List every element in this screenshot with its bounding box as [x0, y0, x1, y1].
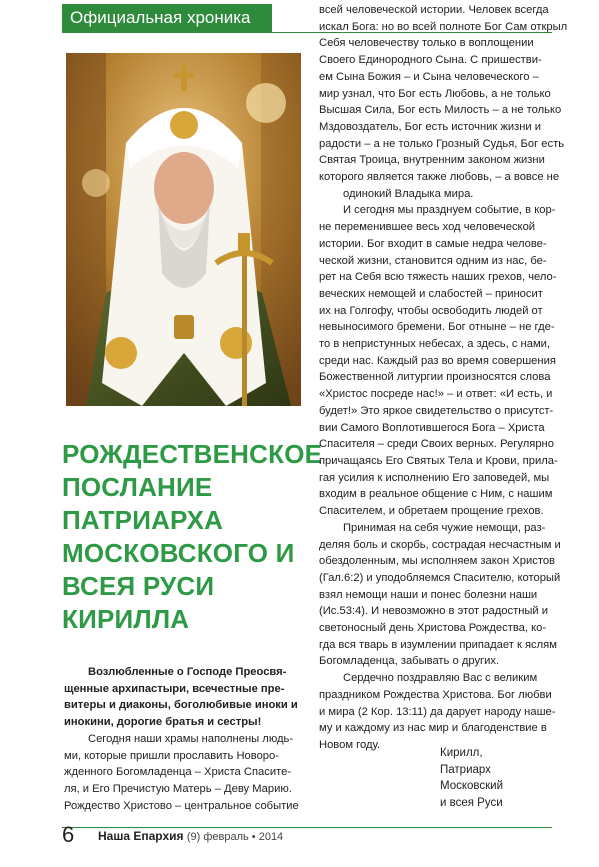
text-line: ми, которые пришли прославить Новоро-	[64, 749, 279, 762]
text-line: Рождество Христово – центральное событие	[64, 799, 299, 812]
text-line: му и каждому из нас мир и благоденствие в	[319, 722, 547, 735]
text-line: инокини, дорогие братья и сестры!	[64, 716, 262, 729]
body-paragraph	[319, 670, 554, 754]
text-line: Своего Единородного Сына. С пришестви-	[319, 54, 542, 67]
text-line: не переменившее весь ход человеческой	[319, 221, 536, 234]
text-line: истории. Бог входит в самые недра челове-	[319, 237, 547, 250]
text-line: мир узнал, что Бог есть Любовь, а не только	[319, 87, 551, 100]
left-column	[64, 664, 308, 814]
text-line: обездоленным, мы исполняем закон Христов	[319, 555, 555, 568]
text-line: Высшая Сила, Бог есть Милость – а не только	[319, 104, 562, 117]
text-line: Себя человечеству только в воплощении	[319, 37, 534, 50]
text-line: то в непристунных небесах, а здесь, с нами,	[319, 338, 551, 351]
text-line: ческой жизни, становится одним из нас, бе-	[319, 254, 547, 267]
body-paragraph	[64, 731, 308, 815]
text-line: Мздовоздатель, Бог есть источник жизни и	[319, 120, 542, 133]
text-line: ля, и Его Пречистую Матерь – Деву Марию.	[64, 782, 292, 795]
magazine-name: Наша Епархия	[98, 829, 184, 843]
text-line: (Гал.6:2) и уподобляемся Спасителю, который	[319, 571, 561, 584]
text-line: ем Сына Божия – и Сына человеческого –	[319, 70, 539, 83]
footer-rule	[62, 827, 552, 828]
text-line: всей человеческой истории. Человек всегда	[319, 4, 549, 16]
text-line: Спасителем, и обретаем прощение грехов.	[319, 505, 544, 518]
text-line: Сегодня наши храмы наполнены людь-	[88, 732, 294, 745]
article-headline	[62, 438, 323, 636]
text-line: витеры и диаконы, боголюбивые иноки и	[64, 699, 298, 712]
text-line: среди нас. Каждый раз во время совершения	[319, 354, 556, 367]
text-line: гая усилия к исполнению Его заповедей, мы	[319, 471, 550, 484]
text-line: деляя боль и скорбь, сострадая несчастным и	[319, 538, 561, 551]
text-line: щенные архипастыри, всечестные пре-	[64, 682, 285, 695]
signature-line: Кирилл,	[440, 747, 483, 759]
text-line: радости – а не только Грозный Судья, Бог есть	[319, 137, 565, 150]
signature-line: и всея Руси	[440, 796, 503, 809]
text-line: Сердечно поздравляю Вас с великим	[343, 672, 538, 685]
text-line: (Ис.53:4). И невозможно в этот радостный и	[319, 605, 549, 618]
body-paragraph	[319, 202, 558, 519]
text-line: будет!» Это яркое свидетельство о присутст-	[319, 404, 554, 417]
text-line: светоносный день Христова Рождества, ко-	[319, 622, 547, 635]
patriarch-photo	[66, 53, 301, 406]
signature-block	[440, 745, 503, 811]
headline-line: ПОСЛАНИЕ	[62, 472, 213, 502]
text-line: Новом году.	[319, 738, 381, 751]
text-line: входим в реальное общение с Ним, с нашим	[319, 488, 553, 501]
text-line: гда вся тварь в изумлении припадает к яслям	[319, 638, 557, 651]
headline-line: РОЖДЕСТВЕНСКОЕ	[62, 439, 323, 469]
text-line: Спасителя – среди Своих верных. Регулярно	[319, 438, 554, 451]
text-line: веческих немощей и слабостей – приносит	[319, 287, 543, 300]
text-line: жденного Богомладенца – Христа Спасите-	[64, 766, 292, 779]
right-column	[319, 2, 568, 754]
text-line: одинокий Владыка мира.	[343, 187, 474, 200]
headline-line: КИРИЛЛА	[62, 604, 190, 634]
footer-magazine-info	[98, 829, 283, 843]
text-line: Святая Троица, внутренним законом жизни	[319, 154, 545, 167]
text-line: невыносимого бремени. Бог отныне – не где-	[319, 321, 555, 334]
body-paragraph	[319, 520, 561, 670]
text-line: «Христос посреде нас!» – и ответ: «И есть, и	[319, 388, 553, 401]
text-line: Божественной литургии произносятся слова	[319, 371, 551, 384]
body-paragraph	[319, 2, 568, 202]
text-line: причащаясь Его Святых Тела и Крови, прила-	[319, 454, 558, 467]
text-line: вии Самого Воплотившегося Бога – Христа	[319, 421, 545, 434]
page-number: 6	[62, 822, 75, 847]
text-line: Богомладенца, забывать о других.	[319, 655, 500, 668]
text-line: Принимая на себя чужие немощи, раз-	[343, 521, 546, 534]
text-line: Возлюбленные о Господе Преосвя-	[88, 666, 287, 678]
issue-info: (9) февраль • 2014	[186, 831, 284, 843]
signature-line: Патриарх	[440, 763, 491, 776]
headline-line: ПАТРИАРХА	[62, 505, 224, 535]
text-line: праздником Рождества Христова. Бог любви	[319, 688, 552, 701]
text-line: рет на Себя всю тяжесть наших грехов, чело-	[319, 271, 557, 284]
greeting-paragraph	[64, 664, 308, 731]
signature-line: Московский	[440, 780, 504, 792]
text-line: которого является также любовь, – а вовсе не	[319, 171, 560, 184]
text-line: И сегодня мы празднуем событие, в кор-	[343, 204, 556, 217]
text-line: и мира (2 Кор. 13:11) да дарует народу наше-	[319, 705, 556, 718]
text-line: их на Голгофу, чтобы освободить людей от	[319, 304, 543, 317]
section-title: Официальная хроника	[62, 4, 272, 32]
text-line: искал Бога: но во всей полноте Бог Сам открыл	[319, 20, 568, 33]
text-line: взял немощи наши и понес болезни наши	[319, 588, 538, 601]
headline-line: МОСКОВСКОГО И	[62, 538, 295, 568]
headline-line: ВСЕЯ РУСИ	[62, 571, 215, 601]
